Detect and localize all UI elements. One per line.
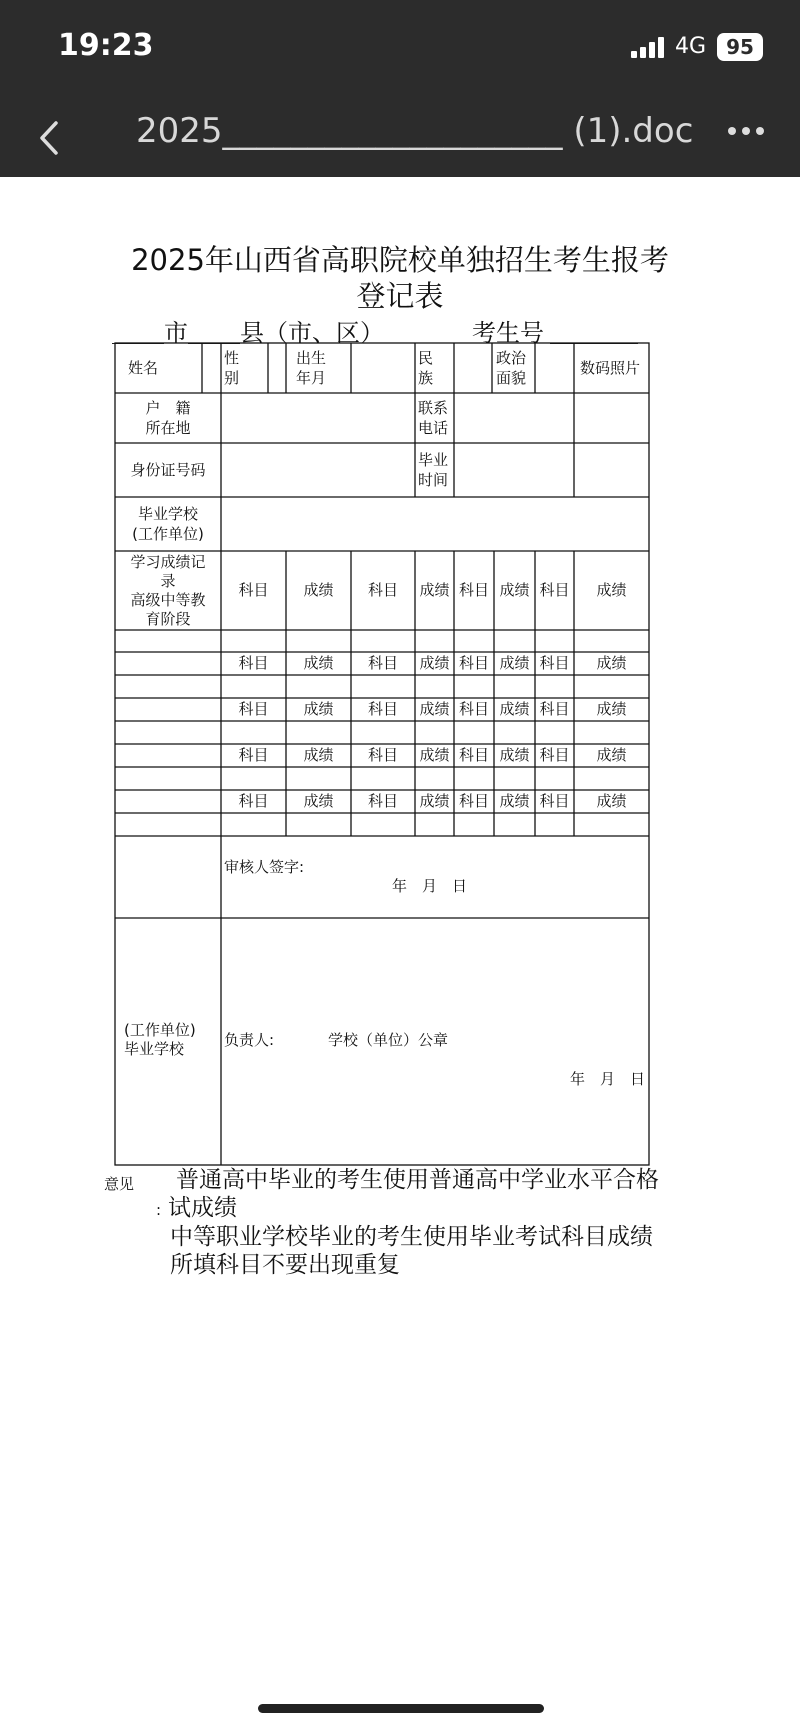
- subject-header: 科目: [367, 699, 398, 718]
- exam-no-label: 考生号: [472, 319, 544, 347]
- score-header: 成绩: [419, 653, 450, 672]
- phone-label-top: 联系: [418, 399, 449, 417]
- subject-header: 科目: [458, 791, 489, 810]
- subject-header: 科目: [367, 653, 398, 672]
- score-header: 成绩: [303, 580, 334, 599]
- score-header: 成绩: [303, 745, 334, 764]
- note-line-3: 中等职业学校毕业的考生使用毕业考试科目成绩: [170, 1224, 653, 1250]
- score-header: 成绩: [596, 653, 627, 672]
- score-header: 成绩: [303, 791, 334, 810]
- score-header: 成绩: [596, 699, 627, 718]
- score-header: 成绩: [499, 580, 530, 599]
- grad-time-label-top: 毕业: [418, 451, 449, 469]
- subject-header: 科目: [238, 580, 269, 599]
- score-header: 成绩: [499, 699, 530, 718]
- leader-label: 负责人:: [224, 1031, 275, 1049]
- political-label-top: 政治: [496, 349, 527, 367]
- score-header: 成绩: [419, 580, 450, 599]
- gender-label-bottom: 别: [224, 369, 240, 387]
- score-header: 成绩: [419, 791, 450, 810]
- review-date: 年 月 日: [392, 877, 468, 895]
- opinion-side-label: 意见: [104, 1175, 135, 1193]
- score-header: 成绩: [596, 791, 627, 810]
- ethnicity-label-top: 民: [418, 349, 434, 367]
- subject-header: 科目: [367, 745, 398, 764]
- document-title: 2025____________________ (1).doc: [136, 111, 694, 151]
- records-label-2: 录: [160, 572, 176, 590]
- subject-header: 科目: [367, 791, 398, 810]
- gender-label-top: 性: [224, 349, 240, 367]
- home-indicator: [258, 1704, 544, 1713]
- subject-header: 科目: [238, 653, 269, 672]
- county-label: 县（市、区）: [240, 319, 384, 347]
- grad-school-label-top: 毕业学校: [137, 505, 198, 523]
- subject-header: 科目: [539, 580, 570, 599]
- stray-colon: :: [156, 1201, 162, 1219]
- reviewer-signature-label: 审核人签字:: [224, 858, 305, 876]
- name-label: 姓名: [128, 359, 159, 377]
- hukou-label-bottom: 所在地: [145, 419, 191, 437]
- subject-header: 科目: [539, 791, 570, 810]
- opinion-date: 年 月 日: [570, 1070, 646, 1088]
- birth-label-top: 出生: [296, 349, 327, 367]
- records-label-4: 育阶段: [145, 610, 191, 628]
- form-title-line1: 2025年山西省高职院校单独招生考生报考: [131, 243, 669, 277]
- phone-label-bottom: 电话: [418, 419, 449, 437]
- opinion-label-bottom: 毕业学校: [124, 1040, 185, 1058]
- ethnicity-label-bottom: 族: [418, 369, 434, 387]
- network-label: 4G: [675, 34, 707, 59]
- subject-header: 科目: [539, 745, 570, 764]
- note-line-4: 所填科目不要出现重复: [170, 1252, 400, 1278]
- score-header: 成绩: [303, 653, 334, 672]
- subject-header: 科目: [367, 580, 398, 599]
- score-header: 成绩: [499, 745, 530, 764]
- birth-label-bottom: 年月: [296, 369, 327, 387]
- grad-time-label-bottom: 时间: [418, 471, 449, 489]
- subject-header: 科目: [238, 699, 269, 718]
- subject-header: 科目: [539, 653, 570, 672]
- subject-header: 科目: [458, 745, 489, 764]
- seal-label: 学校（单位）公章: [328, 1031, 449, 1049]
- subject-header: 科目: [458, 653, 489, 672]
- note-line-1: 普通高中毕业的考生使用普通高中学业水平合格: [176, 1167, 659, 1193]
- subject-header: 科目: [539, 699, 570, 718]
- opinion-label-top: (工作单位): [124, 1021, 196, 1039]
- subject-header: 科目: [458, 699, 489, 718]
- political-label-bottom: 面貌: [496, 369, 527, 387]
- grad-school-label-bottom: (工作单位): [132, 525, 204, 543]
- records-label-3: 高级中等教: [130, 591, 206, 609]
- subject-header: 科目: [238, 745, 269, 764]
- id-number-label: 身份证号码: [130, 461, 206, 479]
- score-header: 成绩: [499, 791, 530, 810]
- records-label-1: 学习成绩记: [130, 553, 206, 571]
- score-header: 成绩: [596, 580, 627, 599]
- photo-label: 数码照片: [580, 359, 641, 377]
- battery-icon: 95: [717, 33, 763, 61]
- score-header: 成绩: [419, 745, 450, 764]
- subject-header: 科目: [458, 580, 489, 599]
- score-header: 成绩: [303, 699, 334, 718]
- form-title-line2: 登记表: [356, 279, 444, 313]
- score-header: 成绩: [419, 699, 450, 718]
- hukou-label-top: 户 籍: [145, 399, 191, 417]
- city-label: 市: [164, 319, 188, 347]
- score-header: 成绩: [596, 745, 627, 764]
- note-line-2: 试成绩: [168, 1195, 237, 1221]
- subject-header: 科目: [238, 791, 269, 810]
- score-header: 成绩: [499, 653, 530, 672]
- status-time: 19:23: [58, 28, 154, 63]
